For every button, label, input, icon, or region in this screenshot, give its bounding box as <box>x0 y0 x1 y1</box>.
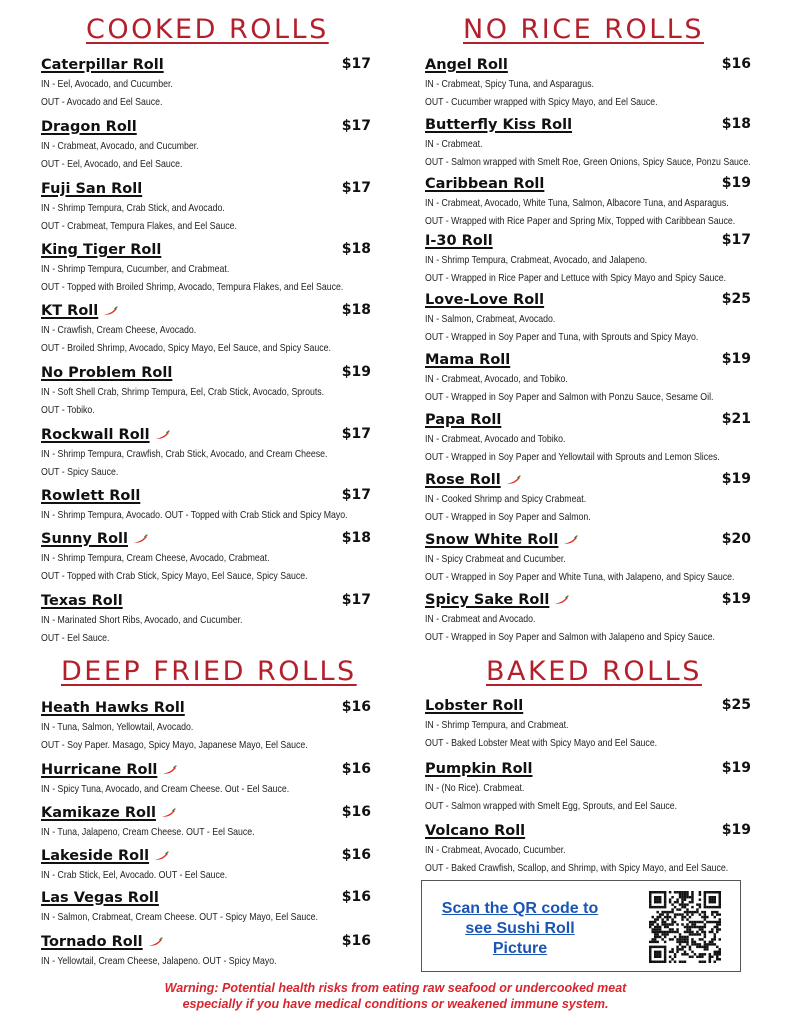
menu-item-price: $17 <box>341 180 371 196</box>
menu-item-description: IN - Crab Stick, Eel, Avocado. OUT - Eel Sauce. <box>41 870 228 881</box>
menu-item-description: IN - Shrimp Tempura, Crawfish, Crab Stick, Avocado, and Cream Cheese. <box>41 449 328 460</box>
health-warning-line-1: Warning: Potential health risks from eating raw seafood or undercooked meat <box>164 981 627 995</box>
menu-item <box>425 56 751 112</box>
menu-item-description: OUT - Wrapped in Soy Paper and Salmon with Jalapeno and Spicy Sauce. <box>425 632 715 643</box>
section-no-rice-rolls <box>425 56 751 646</box>
menu-item-name: Pumpkin Roll <box>425 761 533 777</box>
menu-item-description: OUT - Baked Lobster Meat with Spicy Mayo and Eel Sauce. <box>425 738 658 749</box>
menu-item-description: OUT - Wrapped in Soy Paper and Yellowtail with Sprouts and Lemon Slices. <box>425 452 720 463</box>
menu-item-price: $17 <box>341 487 371 503</box>
menu-item <box>425 351 751 407</box>
menu-item-name: Snow White Roll <box>425 532 559 548</box>
menu-item-name: Spicy Sake Roll <box>425 592 550 608</box>
menu-item-description: OUT - Topped with Crab Stick, Spicy Mayo, Eel Sauce, Spicy Sauce. <box>41 571 308 582</box>
menu-item-description: IN - Spicy Crabmeat and Cucumber. <box>425 554 566 565</box>
menu-item-name: Angel Roll <box>425 57 508 73</box>
menu-item-price: $18 <box>721 116 751 132</box>
menu-item-header <box>41 56 371 76</box>
menu-item-price: $19 <box>341 364 371 380</box>
menu-item-price: $25 <box>721 697 751 713</box>
menu-item <box>425 760 751 816</box>
menu-item-header <box>41 118 371 138</box>
menu-item-description: OUT - Wrapped in Soy Paper and Salmon. <box>425 512 591 523</box>
section-title-no-rice-rolls: NO RICE ROLLS <box>463 14 704 45</box>
menu-item-description: OUT - Spicy Sauce. <box>41 467 119 478</box>
menu-item-header <box>41 364 371 384</box>
menu-item-description: IN - Crabmeat, Avocado, and Cucumber. <box>41 141 199 152</box>
menu-item-name: King Tiger Roll <box>41 242 162 258</box>
menu-item-header <box>41 761 371 781</box>
menu-item <box>41 302 371 358</box>
menu-item <box>41 426 371 482</box>
menu-item-description: OUT - Crabmeat, Tempura Flakes, and Eel Sauce. <box>41 221 237 232</box>
spicy-pepper-icon <box>153 851 169 861</box>
menu-item-price: $17 <box>721 232 751 248</box>
menu-item-header <box>425 291 751 311</box>
menu-item <box>41 699 371 755</box>
section-cooked-rolls <box>41 56 371 646</box>
spicy-pepper-icon <box>562 535 578 545</box>
menu-item-header <box>425 56 751 76</box>
health-warning-line-2: especially if you have medical conditions or weakened immune system. <box>182 997 609 1011</box>
menu-item <box>425 471 751 527</box>
spicy-pepper-icon <box>505 475 521 485</box>
menu-item-header <box>41 933 371 953</box>
menu-item-header <box>425 591 751 611</box>
menu-item <box>425 175 751 231</box>
section-deep-fried-rolls <box>41 699 371 969</box>
menu-item-name: Mama Roll <box>425 352 511 368</box>
menu-item-header <box>425 531 751 551</box>
spicy-pepper-icon <box>154 430 170 440</box>
menu-item-header <box>41 241 371 261</box>
menu-item <box>41 118 371 174</box>
menu-item <box>425 232 751 288</box>
menu-item <box>41 592 371 648</box>
menu-item-price: $18 <box>341 530 371 546</box>
menu-item-header <box>425 471 751 491</box>
menu-item-description: IN - Yellowtail, Cream Cheese, Jalapeno. OUT - Spicy Mayo. <box>41 956 277 967</box>
section-title-cooked-rolls: COOKED ROLLS <box>86 14 329 45</box>
menu-item-name: Rockwall Roll <box>41 427 150 443</box>
menu-item <box>425 822 751 878</box>
menu-item-header <box>41 487 371 507</box>
spicy-pepper-icon <box>147 937 163 947</box>
menu-item-price: $19 <box>721 471 751 487</box>
menu-item <box>41 933 371 971</box>
menu-item-price: $19 <box>721 822 751 838</box>
menu-item-price: $16 <box>341 699 371 715</box>
menu-item-name: Rowlett Roll <box>41 488 141 504</box>
menu-item <box>41 847 371 885</box>
menu-item-name: KT Roll <box>41 303 99 319</box>
menu-item-description: IN - Marinated Short Ribs, Avocado, and Cucumber. <box>41 615 243 626</box>
spicy-pepper-icon <box>160 808 176 818</box>
menu-item-header <box>425 760 751 780</box>
menu-item-header <box>41 302 371 322</box>
menu-item-price: $25 <box>721 291 751 307</box>
menu-item <box>425 697 751 753</box>
menu-item <box>41 241 371 297</box>
section-baked-rolls <box>425 697 751 877</box>
menu-item-price: $17 <box>341 592 371 608</box>
menu-item <box>41 364 371 420</box>
menu-item-description: IN - Shrimp Tempura, Crabmeat, Avocado, and Jalapeno. <box>425 255 648 266</box>
spicy-pepper-icon <box>102 306 118 316</box>
menu-item-price: $19 <box>721 760 751 776</box>
menu-item-price: $16 <box>341 761 371 777</box>
menu-item <box>41 180 371 236</box>
menu-item-description: OUT - Eel, Avocado, and Eel Sauce. <box>41 159 183 170</box>
menu-item-price: $19 <box>721 591 751 607</box>
menu-item-description: IN - Crabmeat and Avocado. <box>425 614 536 625</box>
menu-item-description: IN - (No Rice). Crabmeat. <box>425 783 525 794</box>
menu-item-description: IN - Eel, Avocado, and Cucumber. <box>41 79 173 90</box>
menu-item-price: $16 <box>721 56 751 72</box>
menu-item-description: IN - Shrimp Tempura, Avocado. OUT - Topped with Crab Stick and Spicy Mayo. <box>41 510 348 521</box>
health-warning <box>0 980 791 1012</box>
menu-item-price: $17 <box>341 118 371 134</box>
menu-item-description: OUT - Wrapped in Soy Paper and White Tuna, with Jalapeno, and Spicy Sauce. <box>425 572 735 583</box>
menu-item-description: IN - Crabmeat, Avocado, and Tobiko. <box>425 374 568 385</box>
menu-item-header <box>425 175 751 195</box>
menu-item-description: OUT - Wrapped with Rice Paper and Spring Mix, Topped with Caribbean Sauce. <box>425 216 736 227</box>
menu-item-description: IN - Cooked Shrimp and Spicy Crabmeat. <box>425 494 587 505</box>
menu-item-name: Caterpillar Roll <box>41 57 164 73</box>
menu-item-description: IN - Crabmeat, Avocado, White Tuna, Salmon, Albacore Tuna, and Asparagus. <box>425 198 729 209</box>
menu-item-description: IN - Tuna, Salmon, Yellowtail, Avocado. <box>41 722 194 733</box>
menu-item-price: $16 <box>341 933 371 949</box>
menu-item-description: IN - Shrimp Tempura, Cream Cheese, Avocado, Crabmeat. <box>41 553 270 564</box>
section-title-deep-fried-rolls: DEEP FRIED ROLLS <box>61 656 357 687</box>
menu-item-price: $18 <box>341 241 371 257</box>
spicy-pepper-icon <box>161 765 177 775</box>
menu-item-price: $19 <box>721 175 751 191</box>
menu-item-description: OUT - Wrapped in Soy Paper and Tuna, with Sprouts and Spicy Mayo. <box>425 332 699 343</box>
menu-item-description: IN - Shrimp Tempura, Crab Stick, and Avocado. <box>41 203 225 214</box>
menu-item-description: OUT - Wrapped in Rice Paper and Lettuce with Spicy Mayo and Spicy Sauce. <box>425 273 727 284</box>
menu-item-name: Lobster Roll <box>425 698 524 714</box>
menu-item-name: Texas Roll <box>41 593 123 609</box>
menu-item-name: Fuji San Roll <box>41 181 143 197</box>
menu-item-description: OUT - Salmon wrapped with Smelt Egg, Sprouts, and Eel Sauce. <box>425 801 678 812</box>
menu-item-header <box>41 699 371 719</box>
menu-item-description: IN - Crabmeat. <box>425 139 483 150</box>
menu-item-description: OUT - Salmon wrapped with Smelt Roe, Green Onions, Spicy Sauce, Ponzu Sauce. <box>425 157 751 168</box>
menu-item-description: IN - Crabmeat, Avocado, Cucumber. <box>425 845 566 856</box>
menu-item-name: Kamikaze Roll <box>41 805 156 821</box>
menu-item-description: OUT - Topped with Broiled Shrimp, Avocado, Tempura Flakes, and Eel Sauce. <box>41 282 344 293</box>
menu-item-description: IN - Crabmeat, Avocado and Tobiko. <box>425 434 566 445</box>
menu-item-header <box>41 180 371 200</box>
menu-item-header <box>41 804 371 824</box>
menu-item-description: IN - Tuna, Jalapeno, Cream Cheese. OUT - Eel Sauce. <box>41 827 255 838</box>
menu-item-name: No Problem Roll <box>41 365 173 381</box>
menu-item <box>425 116 751 172</box>
spicy-pepper-icon <box>132 534 148 544</box>
menu-item-description: IN - Spicy Tuna, Avocado, and Cream Cheese. Out - Eel Sauce. <box>41 784 290 795</box>
menu-item <box>41 56 371 112</box>
menu-item-description: IN - Salmon, Crabmeat, Avocado. <box>425 314 556 325</box>
menu-item-name: Papa Roll <box>425 412 502 428</box>
menu-item-description: IN - Shrimp Tempura, and Crabmeat. <box>425 720 569 731</box>
menu-item-price: $18 <box>341 302 371 318</box>
menu-item-header <box>425 822 751 842</box>
menu-item-name: Hurricane Roll <box>41 762 158 778</box>
menu-item-name: Sunny Roll <box>41 531 128 547</box>
menu-item <box>41 889 371 927</box>
menu-item-header <box>425 232 751 252</box>
menu-item-name: Volcano Roll <box>425 823 526 839</box>
menu-item-header <box>41 530 371 550</box>
menu-item <box>425 291 751 347</box>
menu-item-name: Las Vegas Roll <box>41 890 159 906</box>
menu-item-name: Lakeside Roll <box>41 848 150 864</box>
menu-item-header <box>425 411 751 431</box>
menu-item-description: IN - Crabmeat, Spicy Tuna, and Asparagus. <box>425 79 594 90</box>
menu-item <box>425 591 751 647</box>
menu-item-description: OUT - Broiled Shrimp, Avocado, Spicy Mayo, Eel Sauce, and Spicy Sauce. <box>41 343 331 354</box>
menu-item-price: $17 <box>341 426 371 442</box>
menu-item-header <box>425 116 751 136</box>
menu-item-price: $16 <box>341 804 371 820</box>
section-title-baked-rolls: BAKED ROLLS <box>486 656 702 687</box>
menu-item-description: IN - Salmon, Crabmeat, Cream Cheese. OUT - Spicy Mayo, Eel Sauce. <box>41 912 318 923</box>
menu-item-description: OUT - Baked Crawfish, Scallop, and Shrimp, with Spicy Mayo, and Eel Sauce. <box>425 863 729 874</box>
menu-item-price: $21 <box>721 411 751 427</box>
qr-code-box[interactable] <box>421 880 741 972</box>
menu-item-description: IN - Soft Shell Crab, Shrimp Tempura, Eel, Crab Stick, Avocado, Sprouts. <box>41 387 325 398</box>
menu-item-description: IN - Shrimp Tempura, Cucumber, and Crabmeat. <box>41 264 230 275</box>
menu-item-price: $17 <box>341 56 371 72</box>
menu-item-header <box>41 592 371 612</box>
menu-item-price: $20 <box>721 531 751 547</box>
menu-item-name: Butterfly Kiss Roll <box>425 117 573 133</box>
menu-item-name: Heath Hawks Roll <box>41 700 185 716</box>
menu-item-description: OUT - Avocado and Eel Sauce. <box>41 97 163 108</box>
menu-item-header <box>41 847 371 867</box>
menu-item-price: $16 <box>341 889 371 905</box>
menu-item-description: IN - Crawfish, Cream Cheese, Avocado. <box>41 325 197 336</box>
menu-item-name: Rose Roll <box>425 472 501 488</box>
qr-code-link[interactable]: Scan the QR code to see Sushi Roll Picture <box>441 900 599 957</box>
menu-item-description: OUT - Eel Sauce. <box>41 633 110 644</box>
menu-item-description: OUT - Tobiko. <box>41 405 95 416</box>
menu-item <box>41 761 371 799</box>
menu-item-header <box>425 697 751 717</box>
menu-item-name: Caribbean Roll <box>425 176 545 192</box>
menu-item-header <box>41 889 371 909</box>
menu-item <box>425 411 751 467</box>
menu-item-price: $16 <box>341 847 371 863</box>
qr-code-icon[interactable] <box>649 891 721 963</box>
menu-item-name: Tornado Roll <box>41 934 143 950</box>
menu-item-description: OUT - Soy Paper. Masago, Spicy Mayo, Japanese Mayo, Eel Sauce. <box>41 740 308 751</box>
menu-item <box>425 531 751 587</box>
menu-item <box>41 804 371 842</box>
menu-item-description: OUT - Wrapped in Soy Paper and Salmon with Ponzu Sauce, Sesame Oil. <box>425 392 714 403</box>
menu-item-name: I-30 Roll <box>425 233 493 249</box>
menu-item <box>41 487 371 525</box>
menu-item-name: Love-Love Roll <box>425 292 545 308</box>
menu-item-header <box>41 426 371 446</box>
menu-item-description: OUT - Cucumber wrapped with Spicy Mayo, and Eel Sauce. <box>425 97 658 108</box>
spicy-pepper-icon <box>553 595 569 605</box>
menu-item <box>41 530 371 586</box>
menu-item-name: Dragon Roll <box>41 119 137 135</box>
menu-item-header <box>425 351 751 371</box>
menu-item-price: $19 <box>721 351 751 367</box>
